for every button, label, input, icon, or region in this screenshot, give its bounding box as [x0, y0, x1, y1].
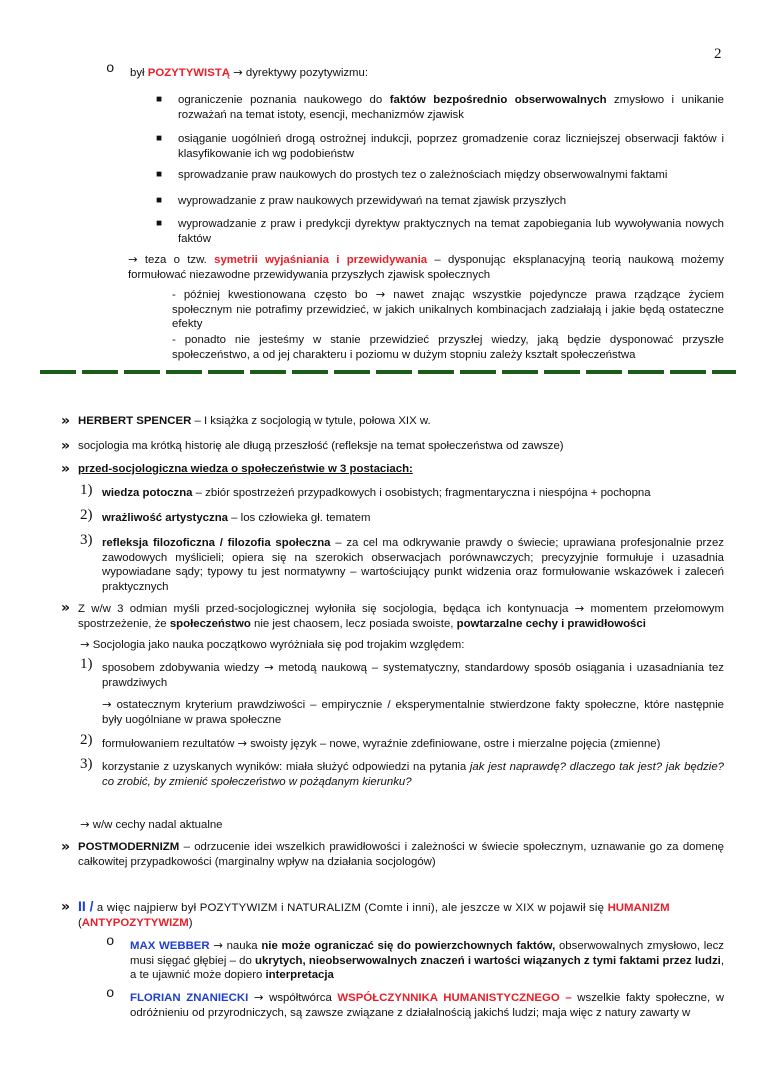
list-item: osiąganie uogólnień drogą ostrożnej indukcji, poprzez gromadzenie coraz liczniejszej obserwacji faktów i klasyfikowanie ich wg podobieństw: [178, 133, 724, 160]
right-arrow-icon: →: [375, 287, 386, 301]
right-arrow-icon: →: [80, 817, 90, 831]
right-arrow-icon: →: [233, 65, 243, 79]
list-number: 2): [80, 507, 93, 523]
square-bullet-icon: ■: [156, 218, 163, 229]
list-item: sprowadzanie praw naukowych do prostych tez o zależnościach między obserwowalnymi faktami: [178, 169, 668, 181]
list-item: wyprowadzanie z praw naukowych przewidywań na temat zjawisk przyszłych: [178, 195, 567, 207]
square-bullet-icon: ■: [156, 133, 163, 144]
list-item: wrażliwość artystyczna – los człowieka gł. tematem: [102, 512, 371, 524]
historia-item: socjologia ma krótką historię ale długą przeszłość (refleksje na temat społeczeństwa od zawsze): [78, 440, 564, 452]
list-item: wiedza potoczna – zbiór spostrzeżeń przypadkowych i osobistych; fragmentaryczna i niespójna + pochopna: [102, 487, 651, 499]
double-angle-bullet-icon: »: [61, 438, 71, 454]
aktualne-line: → w/w cechy nadal aktualne: [80, 817, 223, 831]
right-arrow-icon: →: [213, 938, 223, 952]
przyszla-wiedza-paragraph: - ponadto nie jesteśmy w stanie przewidzieć przyszłej wiedzy, jaką będzie dysponować przyszłe społeczeństwo, a od jej charakteru i poziomu w dużym stopniu zależy kształt społeczeństwa: [172, 334, 724, 361]
postmodernizm-paragraph: POSTMODERNIZM – odrzucenie idei wszelkich prawidłowości i zależności w świecie społecznym, uznawanie go za domenę całkowitej przypadkowości (marginalny wpływ na działania socjologów): [78, 841, 724, 868]
double-angle-bullet-icon: »: [61, 413, 71, 429]
przed-socjologiczna-heading: przed-socjologiczna wiedza o społeczeństwie w 3 postaciach:: [78, 463, 413, 475]
kwestionowana-paragraph: - później kwestionowana często bo → nawet znając wszystkie pojedyncze prawa rządzące życiem społecznym nie potrafimy przewidzieć, w jakich unikalnych kombinacjach zadziałają i jakie będą ostateczne efekty: [172, 287, 724, 331]
list-number: 1): [80, 482, 93, 498]
positivist-heading: był POZYTYWISTĄ → dyrektywy pozytywizmu:: [130, 65, 369, 79]
list-number: 3): [80, 756, 93, 772]
trojaki-line: → Socjologia jako nauka początkowo wyróżniała się pod trojakim względem:: [80, 637, 465, 651]
right-arrow-icon: →: [253, 990, 264, 1004]
right-arrow-icon: →: [237, 736, 248, 750]
list-number: 3): [80, 532, 93, 548]
right-arrow-icon: →: [574, 601, 585, 615]
humanizm-paragraph: II / a więc najpierw był POZYTYWIZM i NATURALIZM (Comte i inni), ale jeszcze w XIX w pojawił się HUMANIZM (ANTYPOZYTYWIZM): [78, 898, 670, 929]
spencer-item: HERBERT SPENCER – I książka z socjologią w tytule, połowa XIX w.: [78, 415, 431, 427]
teza-paragraph: → teza o tzw. symetrii wyjaśniania i przewidywania – dysponując eksplanacyjną teorią naukową możemy formułować niezawodne przewidywania przyszłych zjawisk społecznych: [128, 252, 724, 281]
square-bullet-icon: ■: [156, 195, 163, 206]
list-item: sposobem zdobywania wiedzy → metodą naukową – systematyczny, standardowy sposób osiągania i uzasadniania tez prawdziwych: [102, 660, 724, 689]
circle-bullet-icon: o: [106, 934, 115, 950]
list-item: formułowaniem rezultatów → swoisty język – nowe, wyraźnie zdefiniowane, ostre i mierzalne pojęcia (zmienne): [102, 736, 661, 750]
weber-paragraph: MAX WEBBER → nauka nie może ograniczać się do powierzchownych faktów, obserwowalnych zmysłowo, lecz musi sięgać głębiej – do ukrytych, nieobserwowalnych znaczeń i wartości wiązanych z tymi faktami przez ludzi, a te ujawnić może dopiero interpretacja: [130, 938, 724, 982]
square-bullet-icon: ■: [156, 169, 163, 180]
circle-bullet-icon: o: [106, 986, 115, 1002]
double-angle-bullet-icon: »: [61, 839, 71, 855]
list-number: 1): [80, 656, 93, 672]
double-angle-bullet-icon: »: [61, 461, 71, 477]
circle-bullet-icon: o: [106, 61, 115, 77]
square-bullet-icon: ■: [156, 94, 163, 105]
zww-paragraph: Z w/w 3 odmian myśli przed-socjologicznej wyłoniła się socjologia, będąca ich kontynuacja → momentem przełomowym spostrzeżenie, że społeczeństwo nie jest chaosem, lecz posiada swoiste, powtarzalne cechy i prawidłowości: [78, 601, 724, 630]
kryterium-paragraph: → ostatecznym kryterium prawdziwości – empirycznie / eksperymentalnie stwierdzone fakty społeczne, które następnie były uogólniane w prawa społeczne: [102, 697, 724, 726]
right-arrow-icon: →: [80, 637, 90, 651]
list-item: korzystanie z uzyskanych wyników: miała służyć odpowiedzi na pytania jak jest naprawdę? dlaczego tak jest? jak będzie? co zrobić, by zmienić społeczeństwo w pożądanym kierunku?: [102, 761, 724, 788]
double-angle-bullet-icon: »: [61, 899, 71, 915]
page-number: 2: [714, 46, 722, 62]
right-arrow-icon: →: [102, 697, 112, 711]
list-item: ograniczenie poznania naukowego do faktów bezpośrednio obserwowalnych zmysłowo i unikanie rozważań na temat istoty, esencji, mechanizmów zjawisk: [178, 94, 724, 121]
right-arrow-icon: →: [128, 252, 138, 266]
znaniecki-paragraph: FLORIAN ZNANIECKI → współtwórca WSPÓŁCZYNNIKA HUMANISTYCZNEGO – wszelkie fakty społeczne, w odróżnieniu od przyrodniczych, są zawsze związane z działalnością jakichś ludzi; maja więc z natury zawarty w: [130, 990, 724, 1019]
list-item: wyprowadzanie z praw i predykcji dyrektyw praktycznych na temat zapobiegania lub wywoływania nowych faktów: [178, 218, 724, 245]
list-number: 2): [80, 732, 93, 748]
double-angle-bullet-icon: »: [61, 600, 71, 616]
list-item: refleksja filozoficzna / filozofia społeczna – za cel ma odkrywanie prawdy o świecie; uprawiana profesjonalnie przez zawodowych myślicieli; opiera się na szerokich obserwacjach porównawczych; precyzyjnie formułuje i uzasadnia wypowiadane sądy; typowy tu jest normatywny – wartościujący punkt widzenia oraz formułowanie wskazówek i zaleceń praktycznych: [102, 537, 724, 593]
right-arrow-icon: →: [264, 660, 274, 674]
